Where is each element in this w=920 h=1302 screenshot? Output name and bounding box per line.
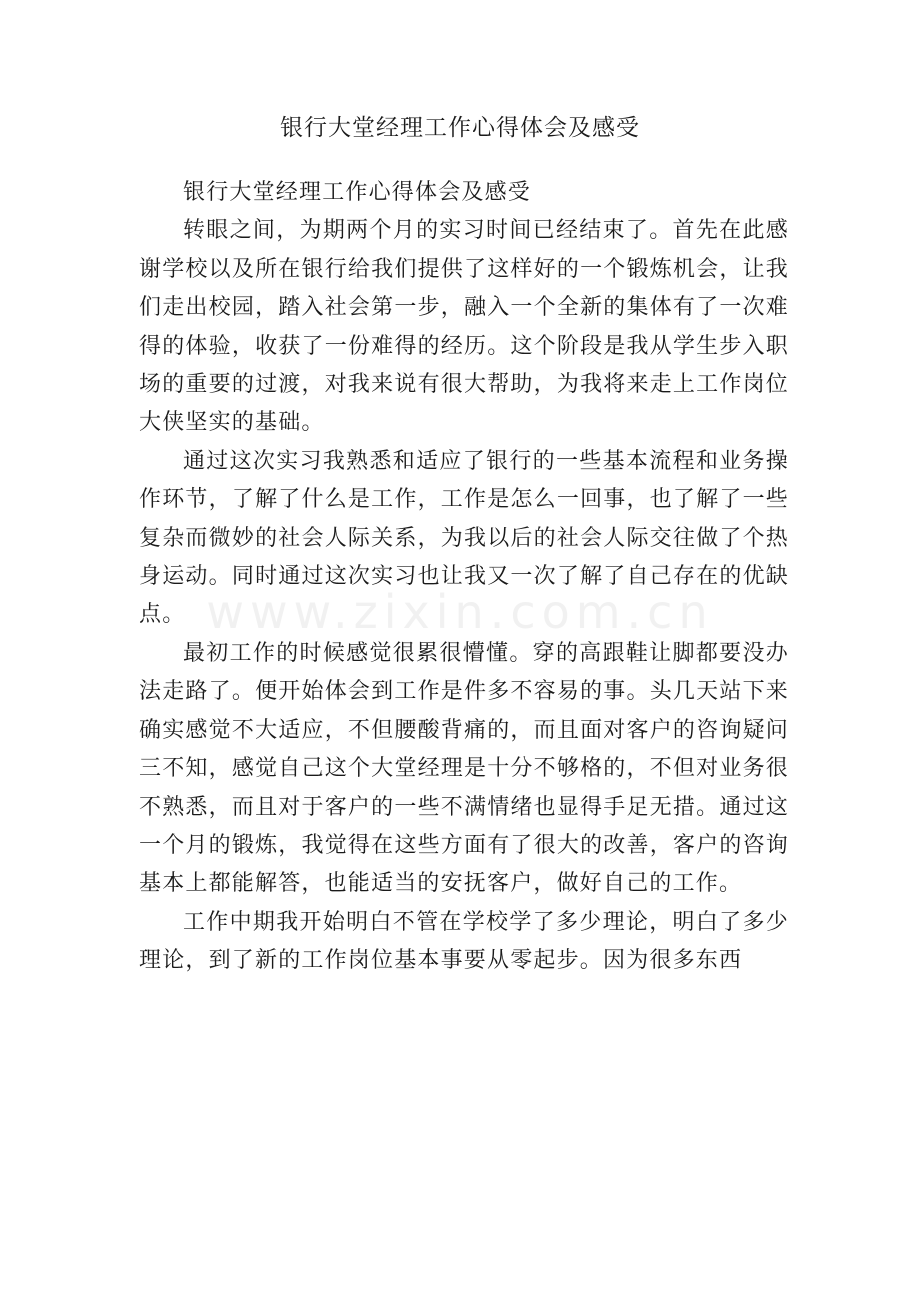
paragraph: 最初工作的时候感觉很累很懵懂。穿的高跟鞋让脚都要没办法走路了。便开始体会到工作是件多不容易的事。头几天站下来确实感觉不大适应，不但腰酸背痛的，而且面对客户的咨询疑问三不知，感觉自己这个大堂经理是十分不够格的，不但对业务很不熟悉，而且对于客户的一些不满情绪也显得手足无措。通过这一个月的锻炼，我觉得在这些方面有了很大的改善，客户的咨询基本上都能解答，也能适当的安抚客户，做好自己的工作。 bbox=[139, 640, 789, 897]
paragraph: 通过这次实习我熟悉和适应了银行的一些基本流程和业务操作环节，了解了什么是工作，工作是怎么一回事，也了解了一些复杂而微妙的社会人际关系，为我以后的社会人际交往做了个热身运动。同时通过这次实习也让我又一次了解了自己存在的优缺点。 bbox=[139, 448, 789, 628]
document-body bbox=[139, 174, 789, 981]
paragraph: 工作中期我开始明白不管在学校学了多少理论，明白了多少理论，到了新的工作岗位基本事要从零起步。因为很多东西 bbox=[139, 909, 789, 974]
watermark: www.zixin.com.cn bbox=[206, 585, 714, 639]
paragraph-subtitle: 银行大堂经理工作心得体会及感受 bbox=[183, 180, 532, 205]
paragraph: 转眼之间，为期两个月的实习时间已经结束了。首先在此感谢学校以及所在银行给我们提供了这样好的一个锻炼机会，让我们走出校园，踏入社会第一步，融入一个全新的集体有了一次难得的体验，收获了一份难得的经历。这个阶段是我从学生步入职场的重要的过渡，对我来说有很大帮助，为我将来走上工作岗位大侠坚实的基础。 bbox=[139, 218, 789, 436]
document-title: 银行大堂经理工作心得体会及感受 bbox=[280, 115, 640, 141]
